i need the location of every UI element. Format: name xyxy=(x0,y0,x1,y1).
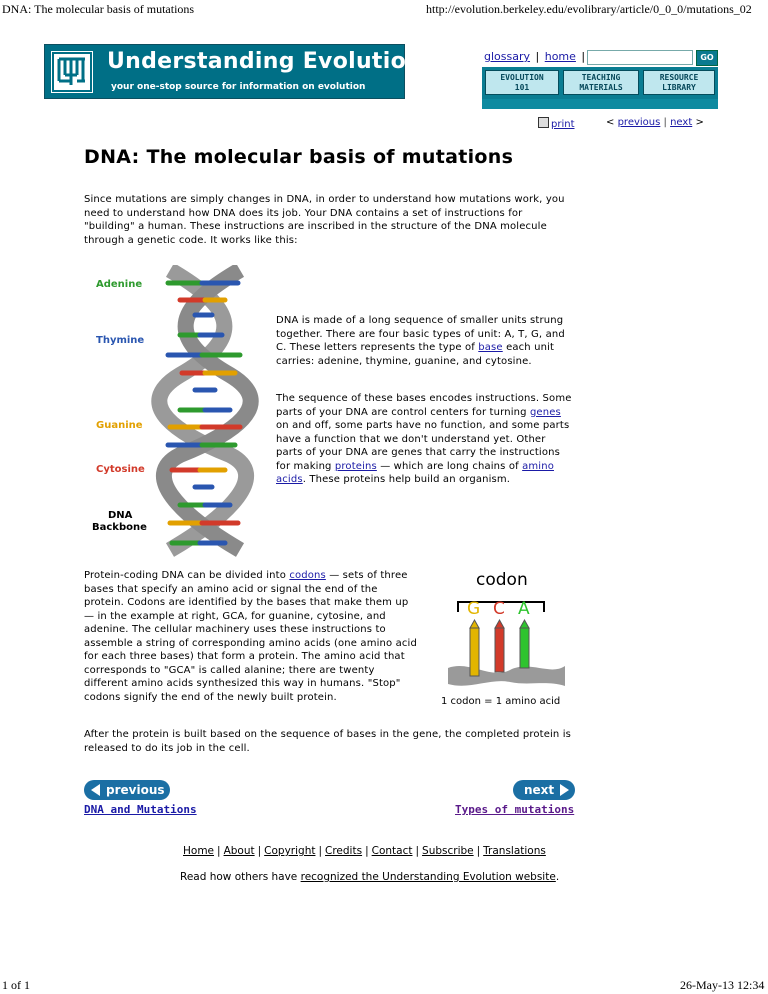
adenine-label: Adenine xyxy=(96,279,143,290)
printer-icon xyxy=(538,117,549,128)
paragraph-text: Protein-coding DNA can be divided into xyxy=(84,570,290,581)
footer-credits-link[interactable]: Credits xyxy=(325,845,363,857)
paragraph-text: — which are long chains of xyxy=(376,460,523,472)
paragraph-text: — sets of three bases that specify an amino acid or signal the end of the protein. Codons are identified by the bases that make them up — in the example at right, GCA, for guanine, cytosine, and adenine. The cellular machinery uses these instructions to assemble a string of corresponding amino acids (one amino acid for each three bases) that form a protein. The amino acid that corresponds to "GCA" is called alanine; there are twenty different amino acids synthesized this way in humans. "Stop" codons signify the end of the newly built protein. xyxy=(84,570,417,703)
top-links xyxy=(484,50,587,63)
print-page-title: DNA: The molecular basis of mutations xyxy=(2,2,195,16)
nav-label: MATERIALS xyxy=(579,83,623,92)
codon-g-label: G xyxy=(467,599,481,619)
amino-acids-link[interactable]: amino acids xyxy=(276,460,554,485)
footer-translations-link[interactable]: Translations xyxy=(483,845,546,857)
codon-paragraph xyxy=(84,569,418,704)
next-page-button[interactable] xyxy=(513,780,575,800)
paragraph-text: The sequence of these bases encodes instructions. Some parts of your DNA are control centers for turning xyxy=(276,393,572,418)
print-link[interactable] xyxy=(538,117,575,130)
previous-page-button[interactable] xyxy=(84,780,170,800)
next-link[interactable]: next xyxy=(670,117,693,128)
nav-resource-library-button[interactable] xyxy=(643,70,715,95)
footer-copyright-link[interactable]: Copyright xyxy=(264,845,316,857)
nav-label: RESOURCE xyxy=(659,73,699,82)
prev-arrow-icon: < xyxy=(606,117,615,128)
codon-a-label: A xyxy=(518,599,530,619)
page-title: DNA: The molecular basis of mutations xyxy=(84,146,514,168)
site-title: Understanding Evolution xyxy=(107,49,422,74)
print-page-count: 1 of 1 xyxy=(2,978,30,992)
footer-contact-link[interactable]: Contact xyxy=(371,845,413,857)
separator: | xyxy=(476,845,481,857)
print-date: 26-May-13 12:34 xyxy=(680,978,765,992)
nav-strip xyxy=(482,99,718,109)
separator: | xyxy=(257,845,262,857)
section-nav xyxy=(482,67,718,109)
separator: | xyxy=(365,845,369,857)
site-logo-icon xyxy=(51,51,93,93)
proteins-link[interactable]: proteins xyxy=(334,460,377,472)
recognition-line xyxy=(180,871,559,883)
separator: | xyxy=(217,845,221,857)
dna-sequence-paragraph xyxy=(276,392,572,487)
footer-links xyxy=(183,845,546,857)
page-nav xyxy=(606,117,704,128)
footer-about-link[interactable]: About xyxy=(223,845,255,857)
print-link-label: print xyxy=(551,119,575,130)
nav-label: EVOLUTION xyxy=(500,73,544,82)
separator: | xyxy=(663,117,667,128)
cytosine-label: Cytosine xyxy=(96,464,145,475)
codon-illustration xyxy=(440,590,570,690)
nav-teaching-materials-button[interactable] xyxy=(563,70,639,95)
codon-c-label: C xyxy=(493,599,505,619)
dna-backbone-label-2: Backbone xyxy=(92,522,147,533)
intro-paragraph: Since mutations are simply changes in DNA, in order to understand how mutations work, you need to understand how DNA does its job. Your DNA contains a set of instructions for "building" a human. These instructions are inscribed in the structure of the DNA molecule through a genetic code. It works like this: xyxy=(84,194,565,246)
footer-home-link[interactable]: Home xyxy=(183,845,215,857)
paragraph-text: each unit carries: adenine, thymine, guanine, and cytosine. xyxy=(276,342,555,367)
previous-link[interactable]: previous xyxy=(617,117,661,128)
separator: | xyxy=(581,50,586,63)
recognition-text: Read how others have xyxy=(180,871,301,883)
next-arrow-icon: > xyxy=(695,117,704,128)
codons-link[interactable]: codons xyxy=(289,570,326,581)
next-article-link[interactable]: Types of mutations xyxy=(455,803,575,816)
paragraph-text: DNA is made of a long sequence of smaller units strung together. There are four basic types of unit: A, T, G, and C. These letters represents the type of xyxy=(276,315,565,353)
next-button-label: next xyxy=(524,783,555,797)
nav-label: LIBRARY xyxy=(662,83,696,92)
previous-article-link[interactable]: DNA and Mutations xyxy=(84,803,197,816)
paragraph-text: . These proteins help build an organism. xyxy=(302,474,511,485)
genes-link[interactable]: genes xyxy=(529,406,561,418)
codon-caption: 1 codon = 1 amino acid xyxy=(441,696,561,707)
search-go-button[interactable]: GO xyxy=(696,50,718,66)
separator: | xyxy=(318,845,323,857)
footer-subscribe-link[interactable]: Subscribe xyxy=(422,845,474,857)
print-url: http://evolution.berkeley.edu/evolibrary/article/0_0_0/mutations_02 xyxy=(426,2,752,16)
site-tagline: your one-stop source for information on evolution xyxy=(111,82,366,92)
site-banner[interactable] xyxy=(44,44,422,99)
dna-units-paragraph xyxy=(276,314,572,368)
thymine-label: Thymine xyxy=(96,335,145,346)
nav-label: 101 xyxy=(514,83,530,92)
separator: | xyxy=(415,845,420,857)
recognition-text: . xyxy=(555,871,560,883)
base-link[interactable]: base xyxy=(478,342,503,353)
right-arrow-icon xyxy=(560,784,569,796)
nav-label: TEACHING xyxy=(581,73,621,82)
left-arrow-icon xyxy=(91,784,100,796)
separator: | xyxy=(535,50,540,63)
protein-release-paragraph: After the protein is built based on the sequence of bases in the gene, the completed protein is released to do its job in the cell. xyxy=(84,729,572,754)
previous-button-label: previous xyxy=(106,783,165,797)
paragraph-text: on and off, some parts have no function, and some parts have a function that we don't understand yet. Other parts of your DNA are genes that carry the instructions for making xyxy=(276,420,570,472)
glossary-link[interactable]: glossary xyxy=(484,50,531,63)
codon-figure-title: codon xyxy=(476,570,528,590)
guanine-label: Guanine xyxy=(96,420,143,431)
home-link[interactable]: home xyxy=(544,50,576,63)
dna-helix-illustration xyxy=(150,265,280,557)
recognized-link[interactable]: recognized the Understanding Evolution website xyxy=(300,871,556,883)
search-input[interactable] xyxy=(587,50,693,65)
dna-backbone-label-1: DNA xyxy=(108,510,133,521)
nav-evolution-101-button[interactable] xyxy=(485,70,559,95)
